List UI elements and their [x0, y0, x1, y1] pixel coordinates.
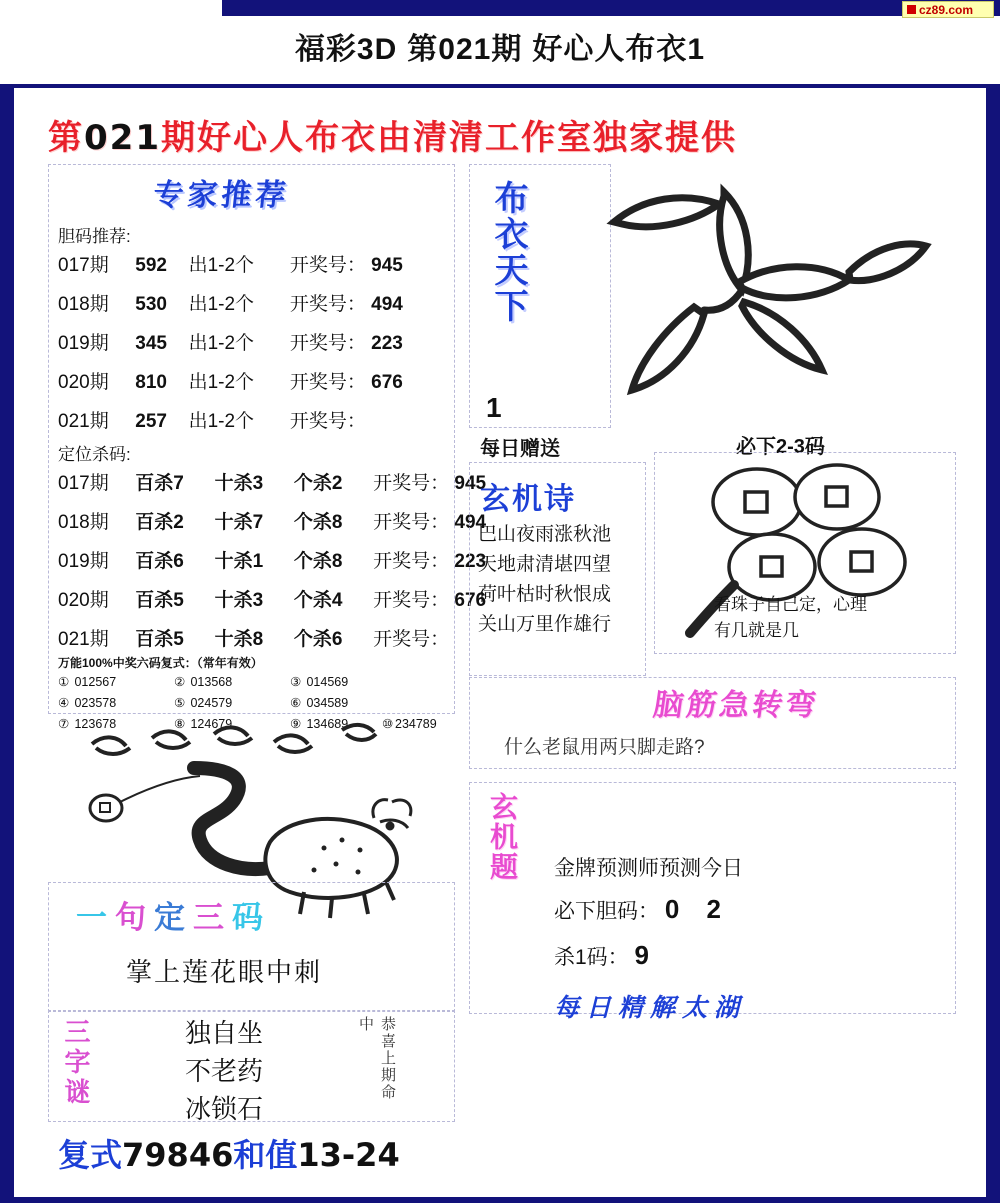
fushi-value: 79846 [122, 1136, 234, 1174]
fuzhi-index: ⑤ [174, 696, 186, 710]
fuzhi-code: 124679 [190, 717, 233, 731]
kill-section-label: 定位杀码: [58, 445, 131, 464]
fuzhi-index: ② [174, 675, 186, 689]
sanzi-line-2: 不老药 [184, 1056, 263, 1086]
gold-line-1: 金牌预测师预测今日 [554, 857, 743, 880]
kill-issue: 019期 [58, 551, 109, 572]
xuanji-title: 玄机诗 [480, 482, 576, 517]
sanzi-line-1: 独自坐 [184, 1018, 263, 1048]
fuzhi-index: ⑨ [290, 717, 302, 731]
fuzhi-code: 014569 [306, 675, 349, 689]
kill-shi: 十杀7 [214, 512, 264, 533]
gongxi-note: 恭喜上期命中 [357, 1016, 396, 1101]
kill-bai: 百杀5 [135, 629, 184, 650]
fuzhi-code: 134689 [306, 717, 349, 731]
top-left-white-bar [0, 0, 222, 16]
fuzhi-item-1 [58, 674, 116, 689]
daily-gift-label: 每日赠送 [480, 438, 560, 460]
dan-out: 出1-2个 [188, 411, 255, 432]
kill-ge: 个杀4 [293, 590, 343, 611]
kill-row-1 [58, 468, 486, 495]
kill-kj-label: 开奖号： [373, 551, 450, 572]
kill-issue: 020期 [58, 590, 109, 611]
hezhi-value: 13-24 [297, 1136, 400, 1174]
fushi-line [58, 1130, 400, 1176]
fuzhi-item-3 [290, 674, 348, 689]
dan-issue: 018期 [58, 294, 109, 315]
kill-issue: 021期 [58, 629, 109, 650]
kill-row-3 [58, 546, 486, 573]
logo-square-icon [907, 5, 916, 14]
kill-bai: 百杀2 [135, 512, 184, 533]
kill-kj-label: 开奖号： [373, 629, 450, 650]
fuzhi-item-4 [58, 695, 116, 710]
dan-row-5 [58, 406, 366, 433]
kill-bai: 百杀7 [135, 473, 184, 494]
bottom-blue-band [0, 1197, 1000, 1203]
fuzhi-item-5 [174, 695, 232, 710]
kill-kj: 223 [454, 551, 487, 572]
fuzhi-code: 023578 [74, 696, 117, 710]
dan-code: 810 [135, 372, 167, 393]
gold-line-2 [554, 894, 731, 925]
fuzhi-code: 234789 [395, 717, 437, 731]
dan-out: 出1-2个 [188, 255, 255, 276]
hezhi-label: 和值 [233, 1136, 298, 1174]
dan-out: 出1-2个 [188, 372, 255, 393]
yiju-title [76, 892, 271, 937]
sanzi-label: 三字谜 [61, 1018, 91, 1108]
poem-line-3: 荷叶枯时秋恨成 [478, 584, 612, 605]
meiri-label: 每日精解太湖 [554, 993, 747, 1022]
kill-shi: 十杀8 [214, 629, 264, 650]
poem-line-1: 巴山夜雨涨秋池 [478, 524, 612, 545]
fuzhi-index: ④ [58, 696, 70, 710]
kill-row-5 [58, 624, 449, 651]
coin-note-line-2: 有几就是几 [714, 621, 799, 640]
fushi-label: 复式 [58, 1136, 123, 1174]
dan-row-2 [58, 289, 403, 316]
banner-suffix: 期好心人布衣由清清工作室独家提供 [160, 118, 737, 158]
yiju-char-2: 句 [115, 900, 154, 936]
kill-ge: 个杀2 [293, 473, 343, 494]
dan-kj-label: 开奖号： [289, 372, 366, 393]
fuzhi-index: ⑧ [174, 717, 186, 731]
fuzhi-code: 034589 [306, 696, 349, 710]
dan-kj: 676 [371, 372, 403, 393]
header-divider [0, 84, 1000, 88]
dan-out: 出1-2个 [188, 294, 255, 315]
fuzhi-code: 024579 [190, 696, 233, 710]
yiju-char-1: 一 [76, 900, 115, 936]
fuzhi-item-2 [174, 674, 232, 689]
expert-title: 专家推荐 [151, 178, 292, 213]
fuzhi-note: 万能100%中奖六码复式：（常年有效） [58, 656, 263, 670]
swirl-artwork [574, 162, 934, 412]
page-title [0, 24, 1000, 68]
fuzhi-index: ⑩ [382, 717, 394, 731]
dan-issue: 020期 [58, 372, 109, 393]
naojin-title: 脑筋急转弯 [651, 688, 821, 723]
coin-note [714, 592, 867, 644]
fuzhi-item-6 [290, 695, 348, 710]
kill-bai: 百杀5 [135, 590, 184, 611]
dan-section-label: 胆码推荐: [58, 227, 131, 246]
kill-one-label: 杀1码： [554, 946, 629, 969]
logo-text: cz89.com [919, 2, 974, 17]
sanzi-riddle [144, 1014, 304, 1128]
poster-sheet [14, 92, 986, 1197]
kill-kj-label: 开奖号： [373, 590, 450, 611]
kill-kj: 494 [454, 512, 487, 533]
kill-ge: 个杀6 [293, 629, 343, 650]
kill-row-2 [58, 507, 486, 534]
fuzhi-index: ⑦ [58, 717, 70, 731]
dan-kj-label: 开奖号： [289, 255, 366, 276]
top-blue-bar [222, 0, 1000, 16]
dan-issue: 019期 [58, 333, 109, 354]
poem-block [478, 520, 611, 640]
dan-kj: 945 [371, 255, 403, 276]
dan-kj-label: 开奖号： [289, 294, 366, 315]
dan-code: 257 [135, 411, 167, 432]
dan-issue: 017期 [58, 255, 109, 276]
kill-kj: 676 [454, 590, 487, 611]
yiju-char-5: 码 [232, 900, 271, 936]
dan-code: 530 [135, 294, 167, 315]
kill-issue: 017期 [58, 473, 109, 494]
title-name: 好心人布衣1 [532, 33, 706, 66]
must-code-label: 必下2-3码 [736, 436, 825, 458]
kill-kj: 945 [454, 473, 487, 494]
vertical-title: 布衣天下 [488, 180, 528, 324]
fuzhi-index: ⑥ [290, 696, 302, 710]
site-logo [902, 1, 994, 18]
yiju-char-3: 定 [154, 900, 193, 936]
coin-note-line-1: 看珠子自己定，心理 [714, 595, 867, 614]
kill-issue: 018期 [58, 512, 109, 533]
sanzi-line-3: 冰锁石 [184, 1094, 263, 1124]
title-prefix: 福彩3D [294, 33, 398, 66]
must-dan-label: 必下胆码： [554, 900, 659, 923]
kill-kj-label: 开奖号： [373, 473, 450, 494]
gold-line-3 [554, 940, 659, 971]
naojin-riddle: 什么老鼠用两只脚走路? [504, 737, 705, 758]
dan-row-4 [58, 367, 403, 394]
banner-text [48, 110, 958, 156]
dan-issue: 021期 [58, 411, 109, 432]
poem-line-4: 关山万里作雄行 [478, 614, 612, 635]
kill-shi: 十杀1 [214, 551, 264, 572]
vertical-title-number: 1 [486, 392, 502, 423]
must-dan-value: 0 2 [664, 894, 731, 924]
kill-ge: 个杀8 [293, 512, 343, 533]
kill-ge: 个杀8 [293, 551, 343, 572]
dan-kj: 494 [371, 294, 403, 315]
banner-issue-number: 021 [84, 118, 161, 158]
fuzhi-index: ③ [290, 675, 302, 689]
banner-prefix: 第 [48, 118, 84, 158]
dan-kj-label: 开奖号： [289, 411, 366, 432]
fuzhi-index: ① [58, 675, 70, 689]
kill-shi: 十杀3 [214, 590, 264, 611]
dan-row-3 [58, 328, 403, 355]
dan-row-1 [58, 250, 403, 277]
fuzhi-code: 123678 [74, 717, 117, 731]
poem-line-2: 天地肃清堪四望 [478, 554, 612, 575]
dan-kj: 223 [371, 333, 403, 354]
kill-one-value: 9 [634, 940, 659, 970]
dan-code: 345 [135, 333, 167, 354]
yiju-char-4: 三 [193, 900, 232, 936]
kill-row-4 [58, 585, 486, 612]
left-blue-band [0, 88, 14, 1203]
right-blue-band [986, 88, 1000, 1203]
kill-bai: 百杀6 [135, 551, 184, 572]
zhangshang-line: 掌上莲花眼中刺 [126, 957, 323, 987]
fuzhi-code: 012567 [74, 675, 117, 689]
title-issue: 第021期 [407, 33, 523, 66]
xuanji-ti-title: 玄机题 [486, 792, 519, 882]
dan-out: 出1-2个 [188, 333, 255, 354]
dan-kj-label: 开奖号： [289, 333, 366, 354]
kill-shi: 十杀3 [214, 473, 264, 494]
fuzhi-code: 013568 [190, 675, 233, 689]
dan-code: 592 [135, 255, 167, 276]
kill-kj-label: 开奖号： [373, 512, 450, 533]
